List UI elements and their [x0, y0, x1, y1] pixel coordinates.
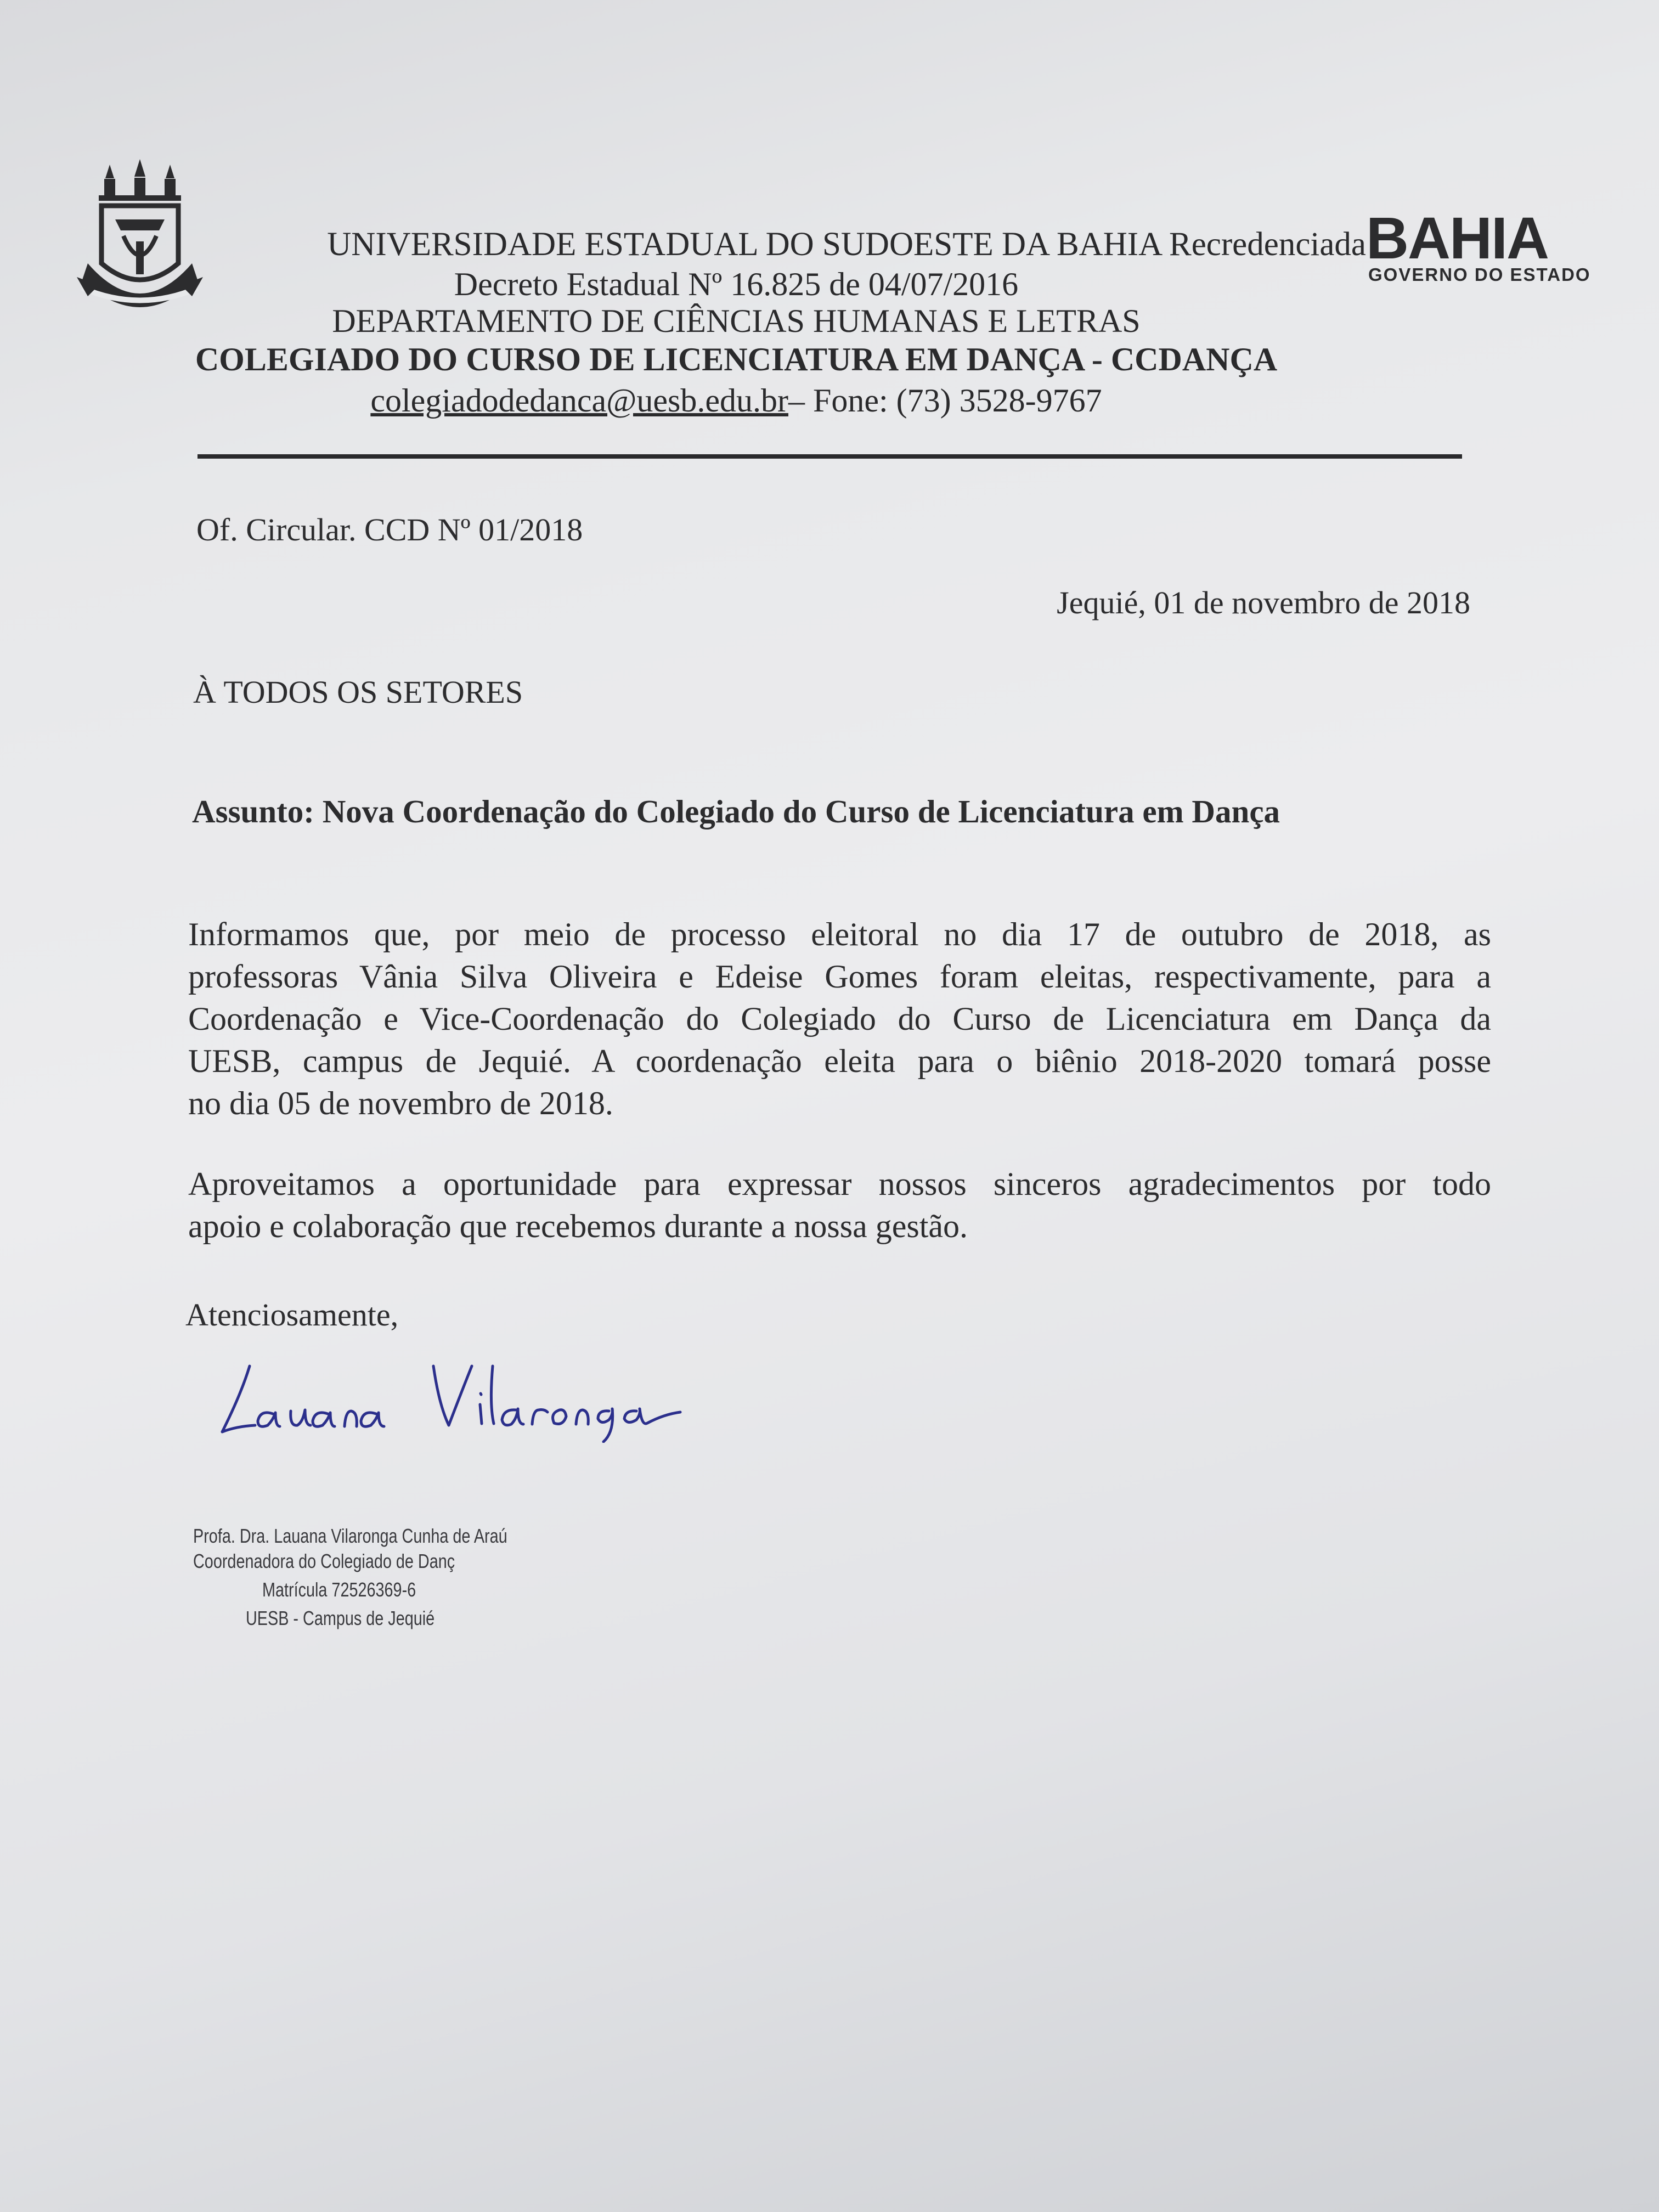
stamp-name: Profa. Dra. Lauana Vilaronga Cunha de Araú — [193, 1525, 507, 1547]
paragraph-line: no dia 05 de novembro de 2018. — [188, 1085, 613, 1121]
contact-line — [0, 384, 1566, 417]
header-divider — [198, 454, 1462, 459]
paragraph-line: UESB, campus de Jequié. A coordenação eleita para o biênio 2018-2020 tomará posse — [188, 1043, 1491, 1079]
department-line: DEPARTAMENTO DE CIÊNCIAS HUMANAS E LETRAS — [332, 303, 1141, 339]
handwritten-signature — [203, 1350, 686, 1443]
logo-subtitle: GOVERNO DO ESTADO — [1368, 264, 1591, 285]
university-name: UNIVERSIDADE ESTADUAL DO SUDOESTE DA BAHIA Recredenciada — [327, 226, 1366, 263]
paragraph-line: professoras Vânia Silva Oliveira e Edeise Gomes foram eleitas, respectivamente, para a — [188, 958, 1491, 995]
closing-salutation: Atenciosamente, — [185, 1297, 399, 1333]
paragraph-line: Coordenação e Vice-Coordenação do Colegiado do Curso de Licenciatura em Dança da — [188, 1001, 1491, 1037]
logo-word: BAHIA — [1366, 205, 1548, 271]
subject-line: Assunto: Nova Coordenação do Colegiado do Curso de Licenciatura em Dança — [192, 793, 1280, 830]
stamp-registration: Matrícula 72526369-6 — [262, 1578, 416, 1601]
phone-text: – Fone: (73) 3528-9767 — [788, 382, 1102, 419]
paragraph-line: Informamos que, por meio de processo eleitoral no dia 17 de outubro de 2018, as — [188, 916, 1491, 952]
addressee: À TODOS OS SETORES — [193, 674, 523, 710]
body-paragraph-1 — [188, 913, 1491, 1125]
decree-line: Decreto Estadual Nº 16.825 de 04/07/2016 — [454, 266, 1019, 302]
paragraph-line: apoio e colaboração que recebemos durante a nossa gestão. — [188, 1208, 968, 1244]
stamp-campus: UESB - Campus de Jequié — [246, 1607, 435, 1629]
email-link[interactable]: colegiadodedanca@uesb.edu.br — [370, 382, 788, 419]
document-number: Of. Circular. CCD Nº 01/2018 — [196, 512, 583, 548]
colegiado-line: COLEGIADO DO CURSO DE LICENCIATURA EM DANÇA - CCDANÇA — [195, 341, 1278, 377]
document-date: Jequié, 01 de novembro de 2018 — [1057, 585, 1470, 620]
body-paragraph-2 — [188, 1163, 1491, 1248]
paragraph-line: Aproveitamos a oportunidade para expressar nossos sinceros agradecimentos por todo — [188, 1166, 1491, 1202]
stamp-role: Coordenadora do Colegiado de Danç — [193, 1550, 455, 1572]
